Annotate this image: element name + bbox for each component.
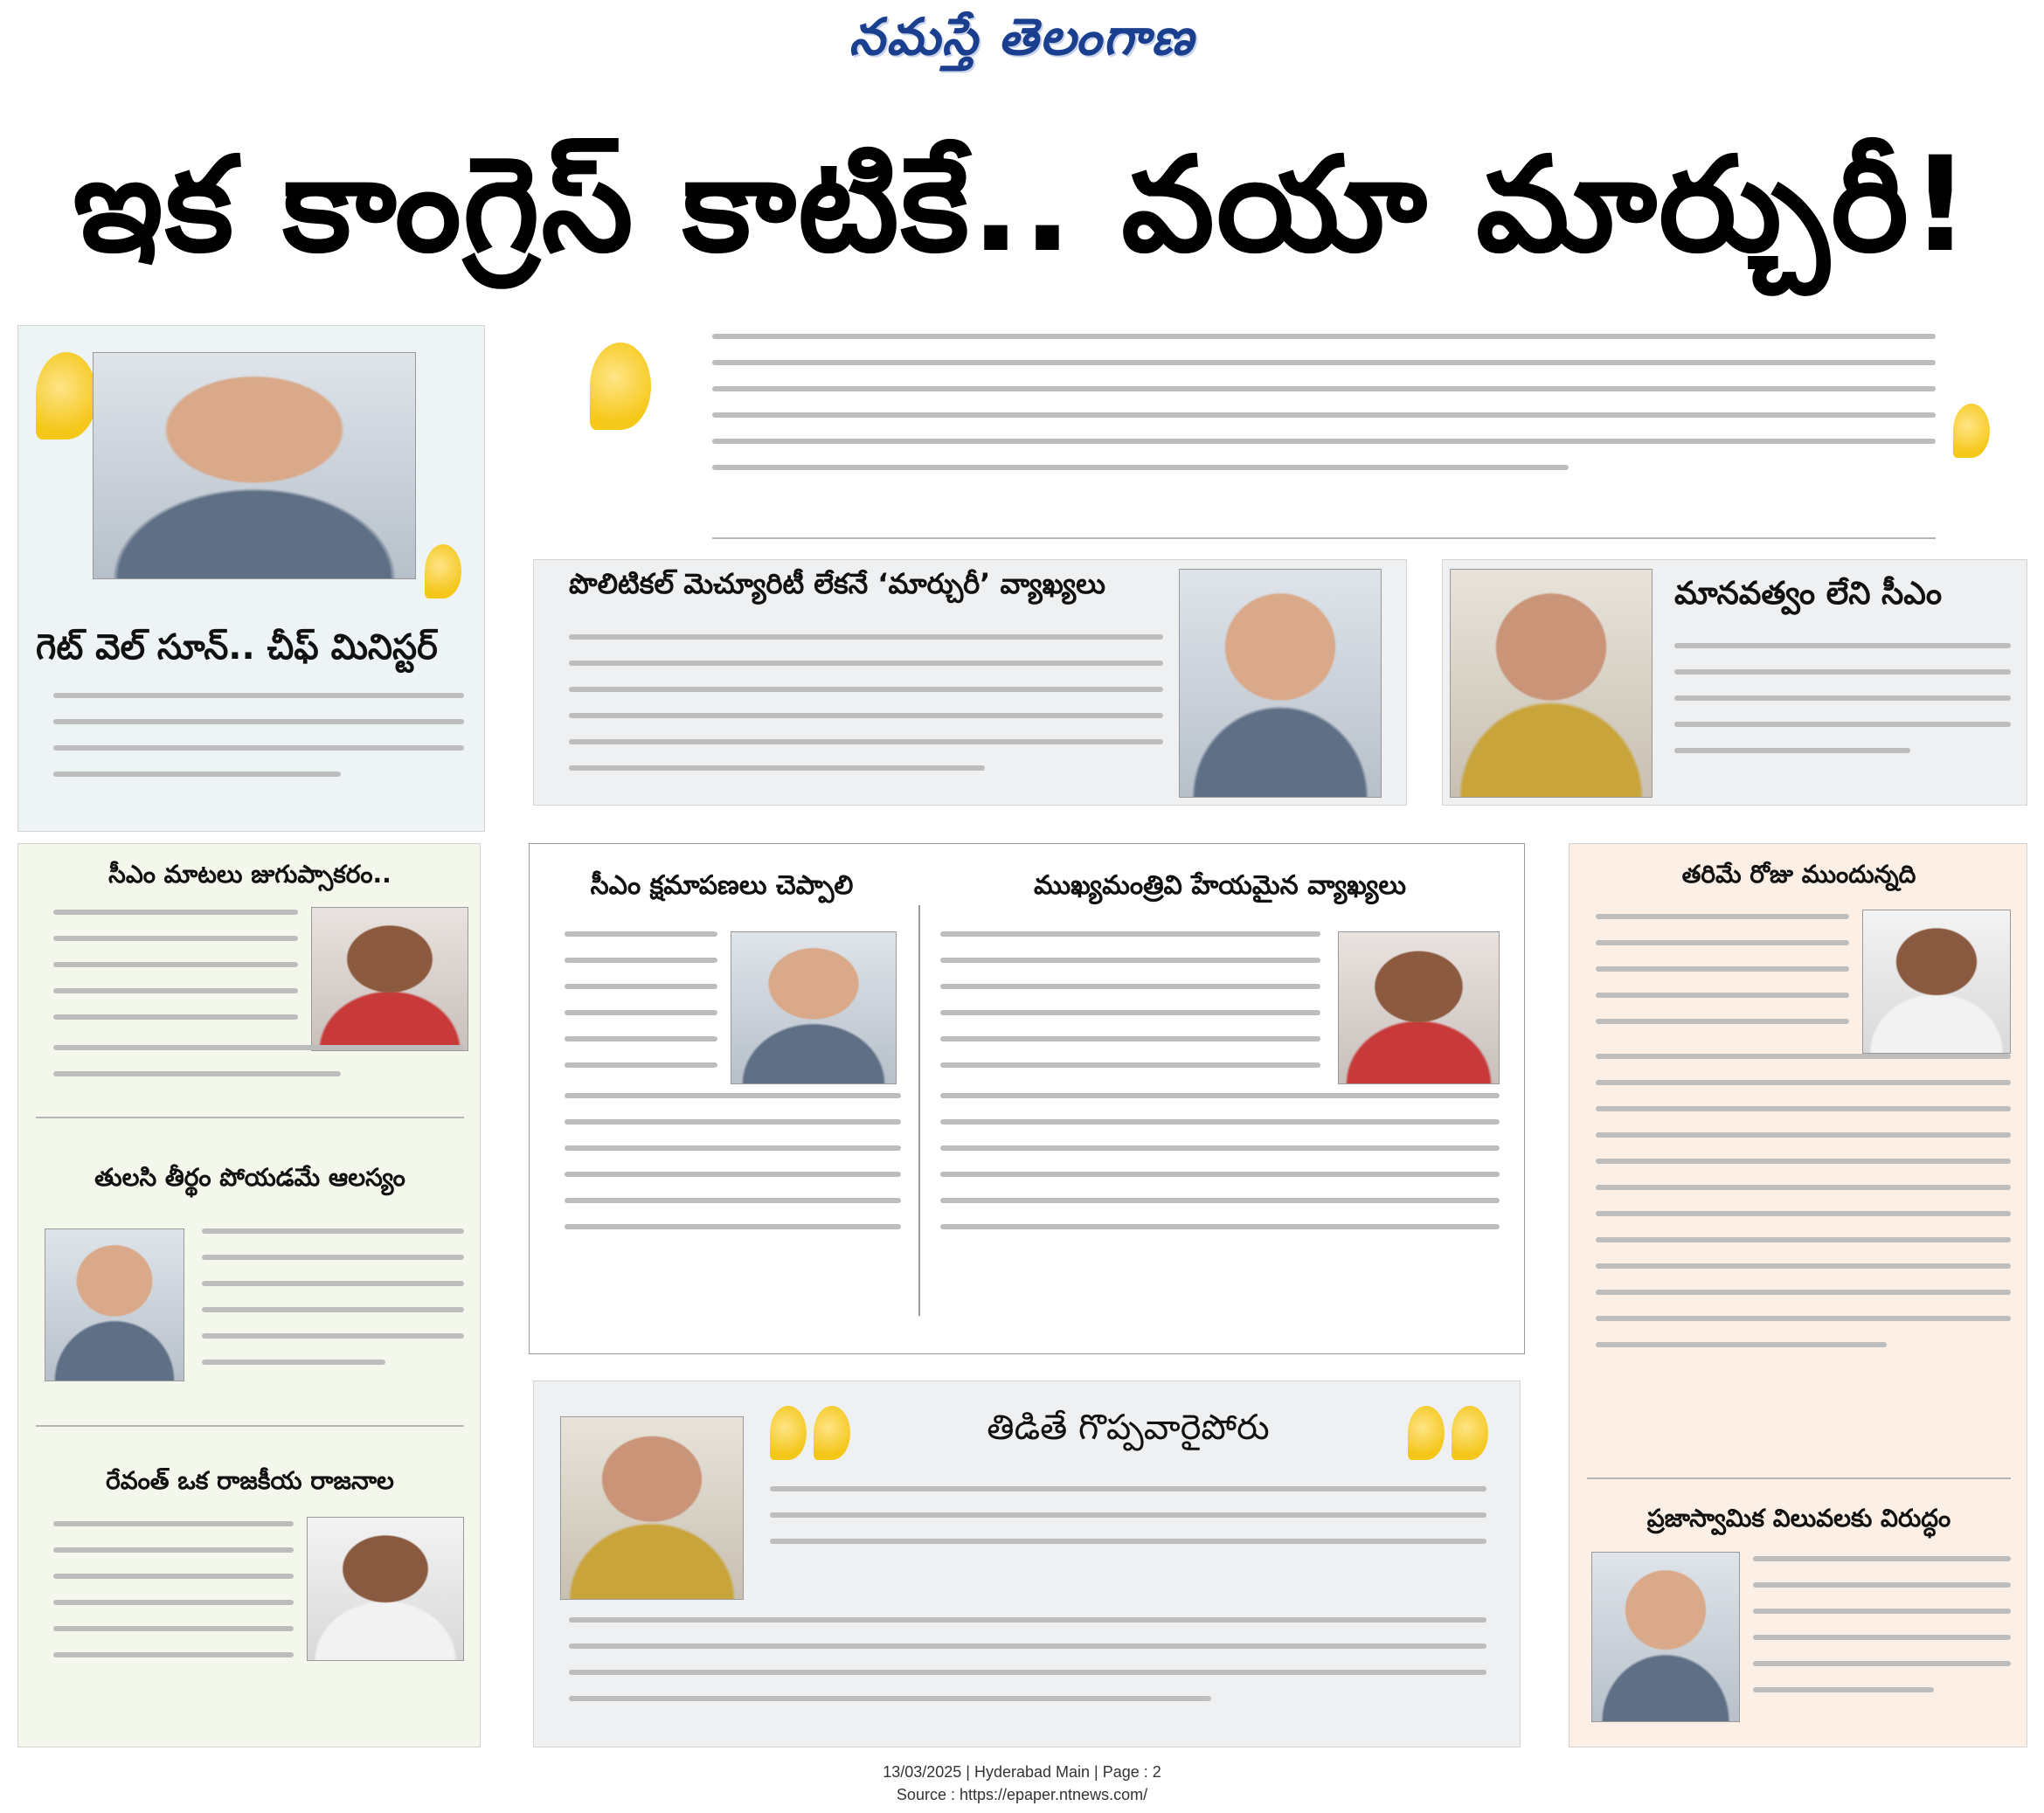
right-column-panel bbox=[1569, 843, 2027, 1747]
tidithe-title: తిడితే గొప్పవారైపోరు bbox=[987, 1408, 1270, 1448]
lead-rule bbox=[712, 537, 1936, 539]
srinivas-photo bbox=[731, 931, 897, 1084]
tarime-body-cont bbox=[1596, 1054, 2011, 1368]
deshapati-body bbox=[940, 931, 1320, 1089]
tidithe-panel bbox=[533, 1381, 1521, 1747]
ktr-photo bbox=[93, 352, 416, 579]
democratic-title: ప్రజాస్వామిక విలువలకు విరుద్ధం bbox=[1646, 1504, 1951, 1533]
main-headline: ఇక కాంగ్రెస్ కాటికే.. వయా మార్చురీ! bbox=[73, 129, 1972, 281]
rajanala-photo bbox=[307, 1517, 464, 1661]
section-rule bbox=[36, 1117, 464, 1118]
prashanth-photo bbox=[311, 907, 468, 1051]
quote-mark-icon bbox=[425, 544, 461, 599]
harish-photo bbox=[1179, 569, 1382, 798]
democratic-photo bbox=[1591, 1552, 1740, 1722]
tidithe-body bbox=[770, 1486, 1486, 1565]
prashanth-body bbox=[53, 910, 298, 1041]
harish-body bbox=[569, 634, 1163, 792]
quote-mark-icon bbox=[770, 1406, 807, 1460]
section-rule bbox=[1587, 1477, 2011, 1479]
kavitha-title: మానవత్వం లేని సీఎం bbox=[1674, 576, 1943, 612]
quote-mark-icon bbox=[36, 352, 97, 439]
left-column-panel bbox=[17, 843, 481, 1747]
prashanth-body-cont bbox=[53, 1045, 464, 1097]
ktr-body bbox=[53, 693, 464, 798]
tarime-title: తరిమే రోజు ముందున్నది bbox=[1681, 860, 1916, 889]
srinivas-title: సీఎం క్షమాపణలు చెప్పాలి bbox=[590, 870, 854, 901]
lead-body bbox=[712, 334, 1936, 491]
deshapati-photo bbox=[1338, 931, 1500, 1084]
niranjan-title: తులసి తీర్థం పోయడమే ఆలస్యం bbox=[94, 1163, 405, 1192]
tidithe-body-cont bbox=[569, 1617, 1486, 1722]
niranjan-photo bbox=[45, 1228, 184, 1381]
section-rule bbox=[36, 1425, 464, 1427]
tarime-photo bbox=[1862, 910, 2011, 1054]
harish-title: పొలిటికల్ మెచ్యూరిటీ లేకనే ‘మార్చురీ’ వ్యాఖ్యలు bbox=[569, 567, 1105, 600]
center-box bbox=[529, 843, 1525, 1354]
quote-mark-icon bbox=[590, 343, 651, 430]
deshapati-body-cont bbox=[940, 1093, 1500, 1250]
ktr-panel bbox=[17, 325, 485, 832]
quote-mark-icon bbox=[1452, 1406, 1488, 1460]
quote-mark-icon bbox=[814, 1406, 850, 1460]
rajanala-body bbox=[53, 1521, 294, 1678]
tarime-body bbox=[1596, 914, 1849, 1045]
quote-mark-icon bbox=[1408, 1406, 1445, 1460]
column-divider bbox=[918, 905, 920, 1316]
ktr-title: గెట్ వెల్ సూన్.. చీఫ్ మినిస్టర్ bbox=[36, 627, 438, 668]
footer-date-edition: 13/03/2025 | Hyderabad Main | Page : 2 bbox=[883, 1763, 1161, 1781]
rajanala-title: రేవంత్ ఒక రాజకీయ రాజనాల bbox=[106, 1466, 394, 1495]
tidithe-photo bbox=[560, 1416, 744, 1600]
kavitha-photo bbox=[1450, 569, 1653, 798]
prashanth-title: సీఎం మాటలు జుగుప్సాకరం.. bbox=[108, 860, 391, 889]
kavitha-body bbox=[1674, 643, 2011, 774]
harish-panel bbox=[533, 559, 1407, 806]
lead-intro bbox=[572, 325, 2019, 543]
kavitha-panel bbox=[1442, 559, 2027, 806]
quote-mark-icon bbox=[1953, 404, 1990, 458]
srinivas-body-cont bbox=[565, 1093, 901, 1250]
niranjan-body bbox=[202, 1228, 464, 1386]
democratic-body bbox=[1753, 1556, 2011, 1713]
footer-source: Source : https://epaper.ntnews.com/ bbox=[896, 1786, 1148, 1803]
masthead: నమస్తే తెలంగాణ bbox=[849, 7, 1195, 66]
srinivas-body bbox=[565, 931, 717, 1089]
deshapati-title: ముఖ్యమంత్రివి హేయమైన వ్యాఖ్యలు bbox=[1033, 870, 1407, 901]
